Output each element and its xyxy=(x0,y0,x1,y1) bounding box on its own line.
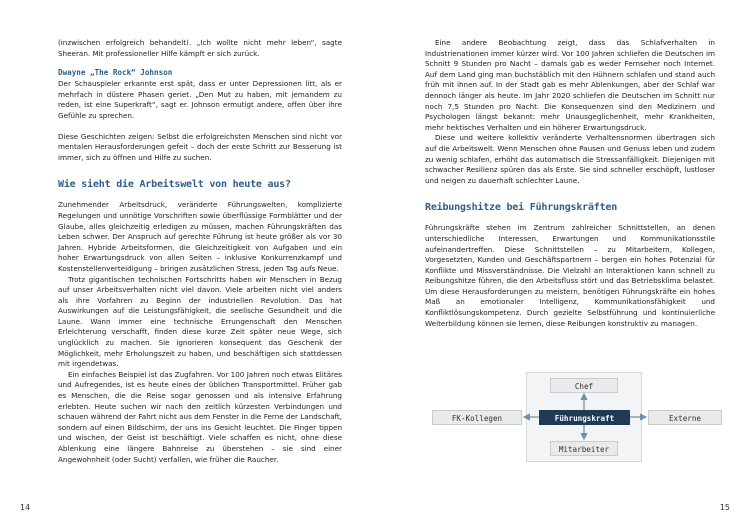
left-column xyxy=(58,38,342,465)
body-paragraph-5: Diese und weitere kollektiv veränderte Verhaltensnormen übertragen sich auf die Arbeitswelt. Wenn Menschen ohne Pausen und Genuss leben und zudem zu wenig schlafen, erhöht das automatisch die Stressanfälligkeit. Diejenigen mit schwacher Resilienz spüren das als Erste. Sie sind schneller erschöpft, lustloser und neigen zu dauerhaft schlechter Laune. xyxy=(425,133,715,185)
right-column xyxy=(425,38,715,329)
person-heading: Dwayne „The Rock“ Johnson xyxy=(58,68,173,78)
node-mitarbeiter: Mitarbeiter xyxy=(550,441,618,456)
summary-paragraph: Diese Geschichten zeigen: Selbst die erfolgreichsten Menschen sind nicht vor mentalen Herausforderungen gefeit – doch der erste Schritt zur Besserung ist immer, sich zu öffnen und Hilfe zu suchen. xyxy=(58,131,342,162)
node-fuehrungskraft: Führungskraft xyxy=(539,410,630,425)
node-chef: Chef xyxy=(550,378,618,393)
section-heading-reibungshitze: Reibungshitze bei Führungskräften xyxy=(425,202,618,214)
interface-diagram xyxy=(432,372,722,462)
body-paragraph-2: Trotz gigantischen technischen Fortschritts haben wir Menschen in Bezug auf unser Arbeitsverhalten nicht viel davon. Viele arbeiten nicht viel anders als ihre Vorfahren zu Beginn der industriellen Revolution. Das hat Auswirkungen auf die Leistungsfähigkeit, die seelische Gesundheit und die Laune. Wann immer eine technische Errungenschaft den Menschen Erleichterung verschafft, finden diese kurze Zeit später neue Wege, sich unglücklich zu machen. Sie ignorieren konsequent das Geschenk der Möglichkeit, mehr Erholungszeit zu haben, und beschäftigen sich stattdessen mit irgendetwas. xyxy=(58,274,342,369)
right-page xyxy=(375,0,750,532)
node-fk-kollegen: FK-Kollegen xyxy=(432,410,522,425)
body-paragraph-4: Eine andere Beobachtung zeigt, dass das Schlafverhalten in Industrienationen immer kürzer wird. Vor 100 Jahren schliefen die Deutschen im Schnitt 9 Stunden pro Nacht – damals gab es weder Fernseher noch Internet. Auf dem Land ging man buchstäblich mit den Hühnern schlafen und stand auch früh mit ihnen auf. In der Stadt gab es mehr Ablenkungen, aber der Schlaf war dennoch länger als heute. Im Jahr 2020 schliefen die Deutschen im Schnitt nur noch 7,5 Stunden pro Nacht. Die Konsequenzen sind den Medizinern und Psychologen längst bekannt: mehr Unausgeglichenheit, mehr Krankheiten, mehr hektisches Verhalten und ein höherer Erwartungsdruck. xyxy=(425,38,715,132)
body-paragraph-1: Zunehmender Arbeitsdruck, veränderte Führungswelten, komplizierte Regelungen und unnötige Vorschriften sowie überflüssige Formblätter und der Glaube, alles gleichzeitig erledigen zu müssen, machen Führungskräften das Leben schwer. Der Anspruch auf gerechte Führung ist heute größer als vor 30 Jahren. Hybride Arbeitsformen, die Gleichzeitigkeit von Aufgaben und ein hoher Erwartungsdruck von allen Seiten – inklusive Konkurrenzkampf und Kostenstellenverteidigung – bringen zusätzlichen Stress, jeden Tag aufs Neue. xyxy=(58,200,342,273)
person-paragraph: Der Schauspieler erkannte erst spät, dass er unter Depressionen litt, als er mehrfach in düstere Phasen geriet. „Den Mut zu haben, mit jemandem zu reden, ist eine Superkraft“, sagt er. Johnson ermutigt andere, offen über ihre Gefühle zu sprechen. xyxy=(58,79,342,120)
body-paragraph-6: Führungskräfte stehen im Zentrum zahlreicher Schnittstellen, an denen unterschiedliche Interessen, Erwartungen und Kommunikationsstile aufeinandertreffen. Diese Schnittstellen – zu Mitarbeitern, Kollegen, Vorgesetzten, Kunden und Geschäftspartnern – bergen ein hohes Potenzial für Konflikte und Missverständnisse. Die Vielzahl an Interaktionen kann schnell zu Reibungshitze führen, die den Arbeitsfluss stört und das Betriebsklima belastet. Um diese Herausforderungen zu meistern, benötigen Führungskräfte ein hohes Maß an emotionaler Intelligenz, Kommunikationsfähigkeit und Konfliktlösungskompetenz. Durch gezielte Selbstführung und kontinuierliche Weiterbildung können sie lernen, diese Reibungen konstruktiv zu managen. xyxy=(425,223,715,328)
node-externe: Externe xyxy=(648,410,722,425)
intro-paragraph: (inzwischen erfolgreich behandelt). „Ich wollte nicht mehr leben“, sagte Sheeran. Mit professioneller Hilfe kämpft er sich zurück. xyxy=(58,38,342,58)
page-number-right: 15 xyxy=(719,503,730,512)
page-number-left: 14 xyxy=(20,503,31,512)
section-heading-arbeitswelt: Wie sieht die Arbeitswelt von heute aus? xyxy=(58,179,291,191)
body-paragraph-3: Ein einfaches Beispiel ist das Zugfahren. Vor 100 Jahren noch etwas Elitäres und Aufregendes, ist es heute eines der üblichen Transportmittel. Früher gab es Menschen, die die Reise sogar genossen und als intensive Erfahrung erlebten. Heute suchen wir nach den zeitlich kürzesten Verbindungen und schauen während der Fahrt nicht aus dem Fenster in die Ferne der Landschaft, sondern auf einen Bildschirm, der uns ins Gesicht leuchtet. Die Finger tippen und wischen, der Geist ist beschäftigt. Viele schaffen es nicht, ohne diese Ablenkung eine längere Bahnreise zu überstehen – sie sind einer Angewohnheit (oder Sucht) verfallen, wie früher die Raucher. xyxy=(58,369,342,464)
